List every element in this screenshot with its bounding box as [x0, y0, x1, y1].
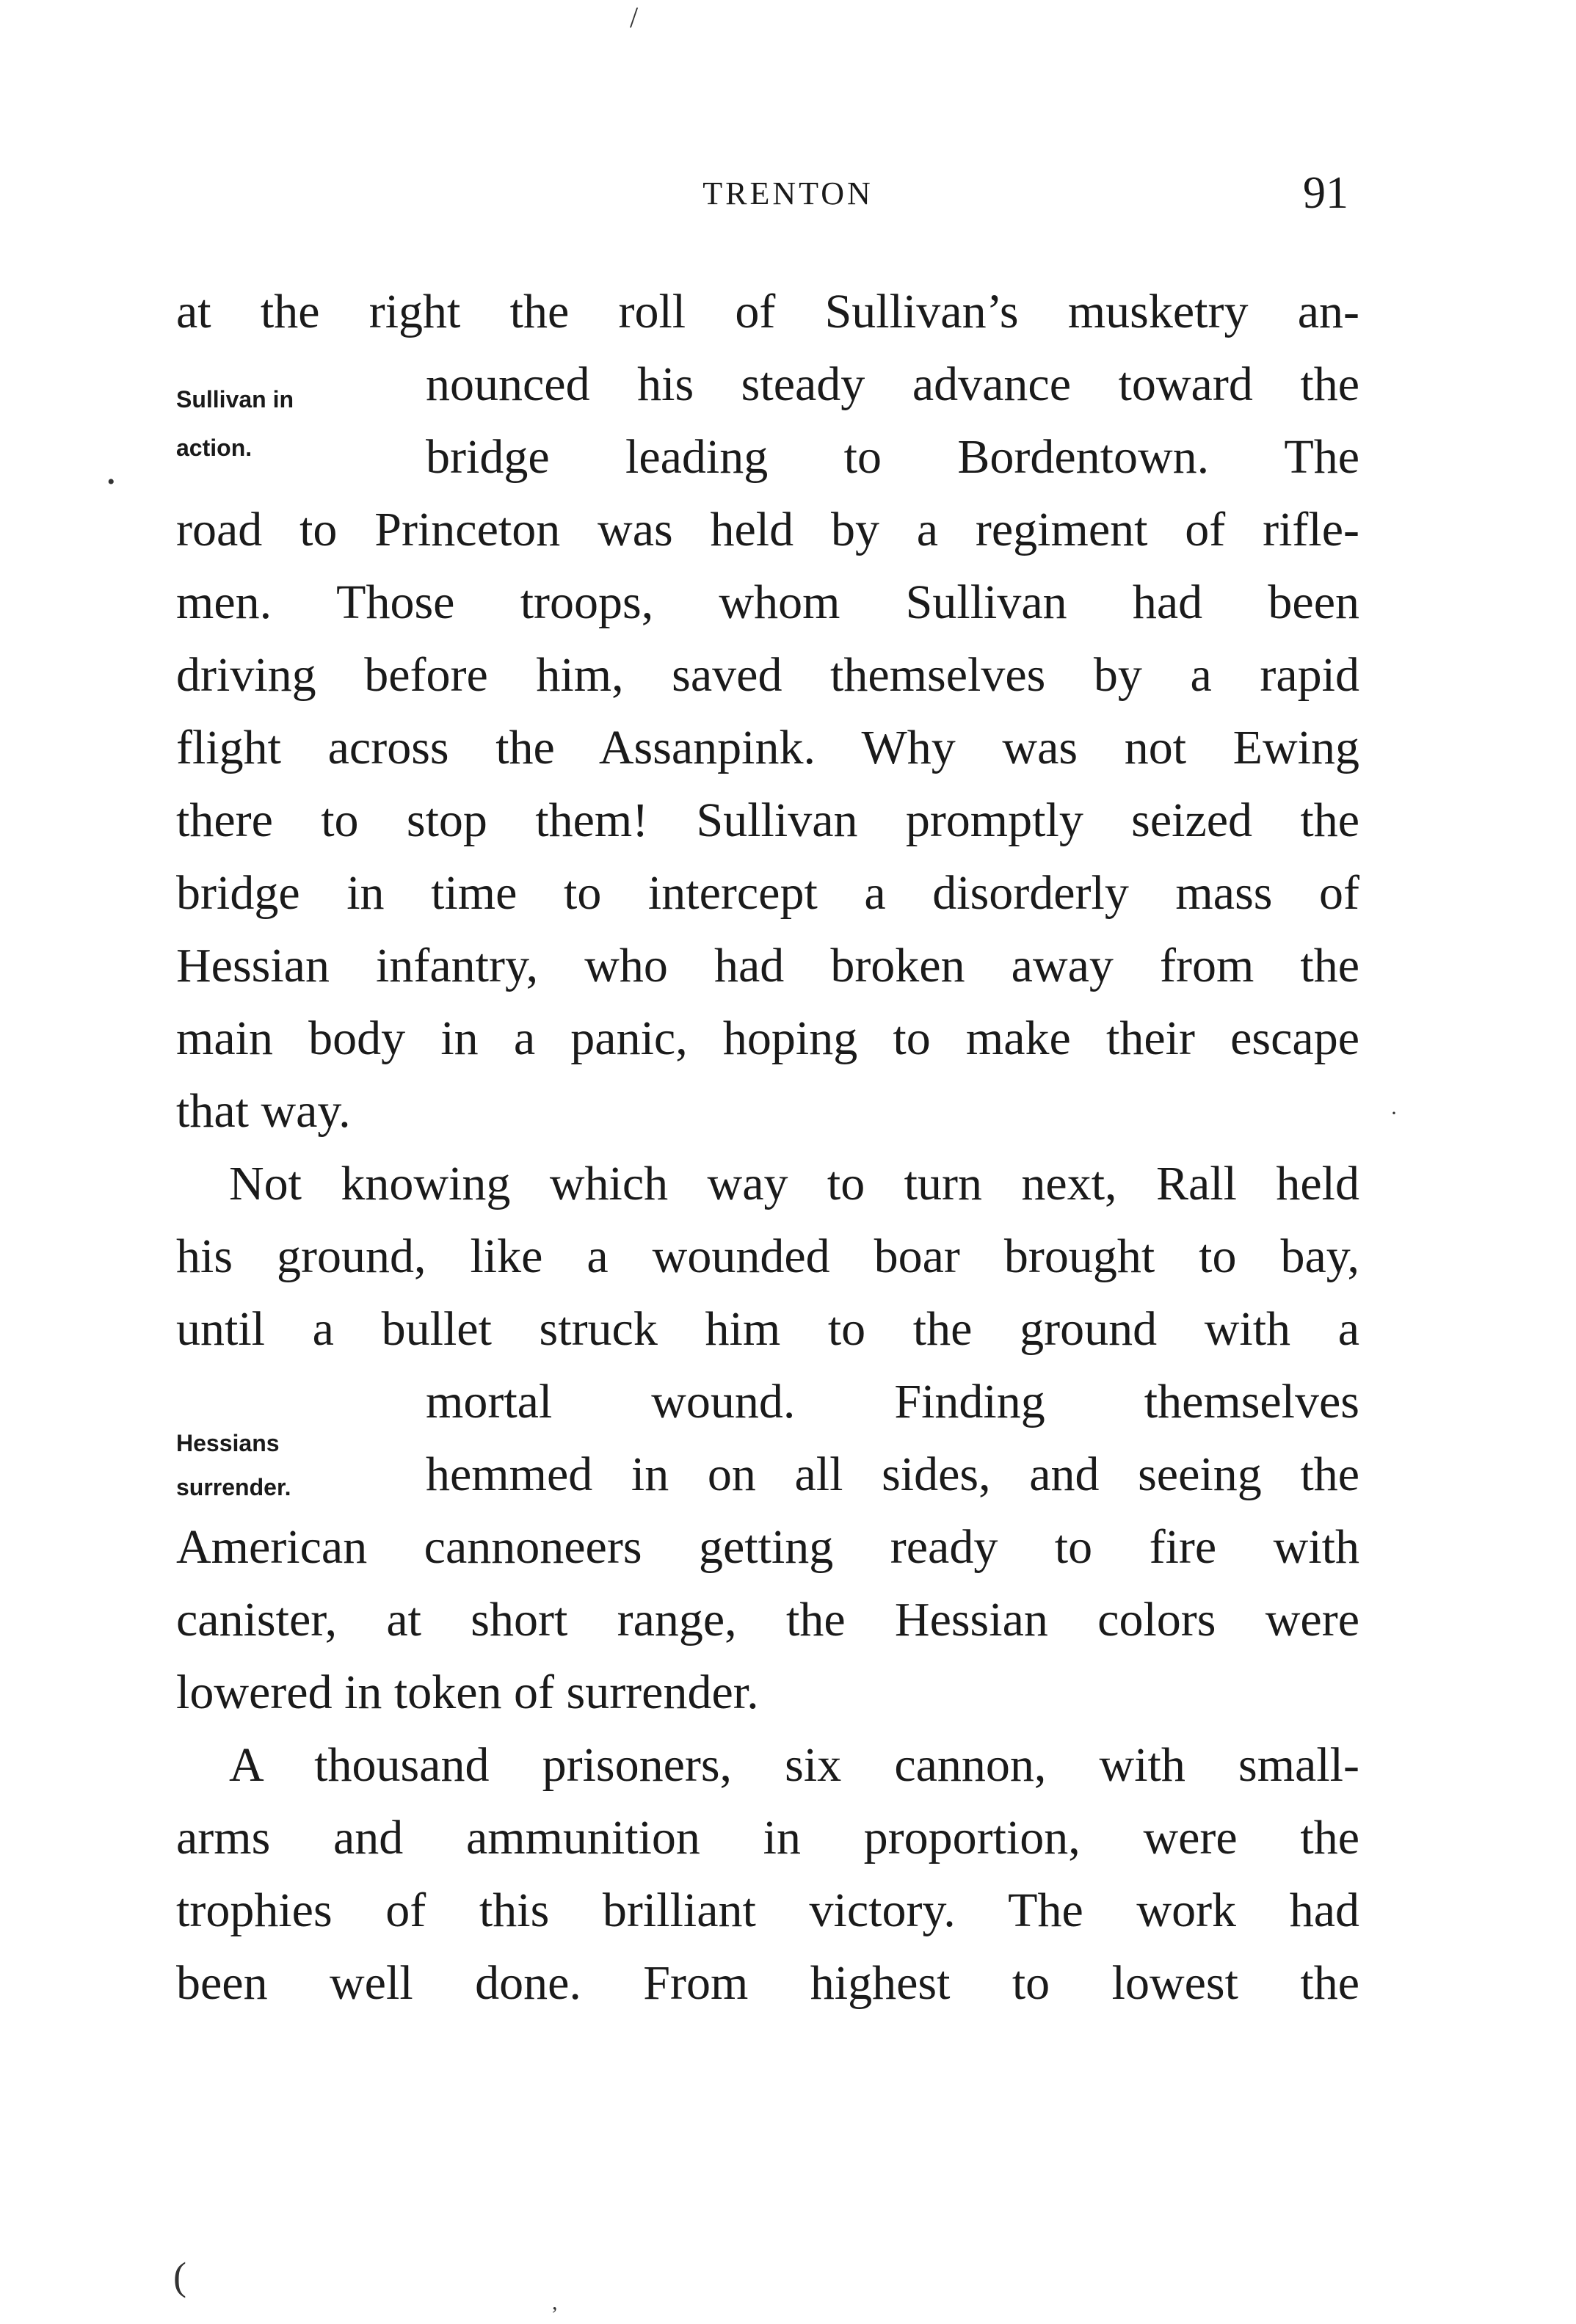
text-line: bridge in time to intercept a disorderly mass of — [176, 866, 1359, 920]
text-line: lowered in token of surrender. — [176, 1666, 759, 1719]
print-mark: , — [552, 2290, 558, 2314]
text-line: American cannoneers getting ready to fire with — [176, 1520, 1359, 1574]
text-line: flight across the Assanpink. Why was not Ewing — [176, 721, 1359, 774]
text-line: hemmed in on all sides, and seeing the — [426, 1448, 1359, 1501]
text-line: that way. — [176, 1084, 351, 1138]
print-mark: / — [630, 1, 639, 34]
text-line: main body in a panic, hoping to make their escape — [176, 1012, 1359, 1065]
text-line: trophies of this brilliant victory. The work had — [176, 1884, 1359, 1937]
text-line: at the right the roll of Sullivan’s musketry an- — [176, 285, 1359, 338]
text-line: his ground, like a wounded boar brought to bay, — [176, 1230, 1359, 1283]
print-mark: · — [1390, 1101, 1398, 1125]
margin-note: Sullivan in — [176, 386, 294, 413]
text-line: Not knowing which way to turn next, Rall held — [229, 1157, 1359, 1210]
text-line: men. Those troops, whom Sullivan had been — [176, 575, 1359, 629]
text-line: mortal wound. Finding themselves — [426, 1375, 1359, 1428]
text-line: nounced his steady advance toward the — [426, 357, 1359, 411]
text-line: been well done. From highest to lowest the — [176, 1956, 1359, 2010]
text-line: road to Princeton was held by a regiment of rifle- — [176, 503, 1359, 556]
margin-note: action. — [176, 435, 253, 461]
text-line: arms and ammunition in proportion, were the — [176, 1811, 1359, 1864]
text-line: until a bullet struck him to the ground with a — [176, 1302, 1359, 1356]
print-mark: • — [107, 470, 115, 494]
text-line: there to stop them! Sullivan promptly seized the — [176, 794, 1359, 847]
text-line: A thousand prisoners, six cannon, with small- — [229, 1738, 1359, 1792]
running-title: TRENTON — [702, 175, 874, 211]
text-line: driving before him, saved themselves by a rapid — [176, 648, 1359, 702]
text-line: Hessian infantry, who had broken away from the — [176, 939, 1359, 992]
page-number: 91 — [1303, 168, 1348, 218]
margin-note: surrender. — [176, 1474, 291, 1500]
print-mark: ( — [173, 2254, 186, 2298]
text-line: canister, at short range, the Hessian colors were — [176, 1593, 1359, 1646]
text-line: bridge leading to Bordentown. The — [426, 430, 1359, 484]
margin-note: Hessians — [176, 1430, 280, 1456]
